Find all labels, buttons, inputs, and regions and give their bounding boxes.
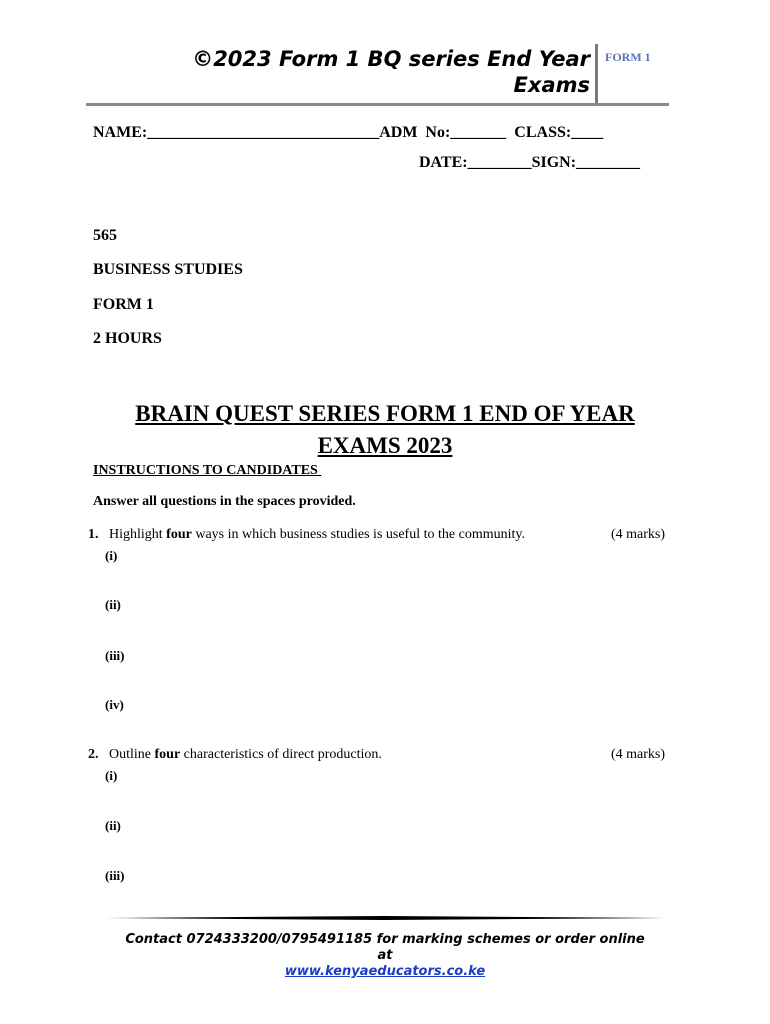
question-number: 2. xyxy=(88,747,99,762)
instructions-heading: INSTRUCTIONS TO CANDIDATES xyxy=(93,463,322,478)
paper-form: FORM 1 xyxy=(93,296,154,313)
question-number: 1. xyxy=(88,527,99,542)
answer-label: (iii) xyxy=(105,648,125,663)
footer-contact-line2: at xyxy=(377,948,393,963)
answer-label: (i) xyxy=(105,768,118,783)
header-title-line2: Exams xyxy=(513,73,590,97)
question-2-marks: (4 marks) xyxy=(610,747,665,762)
header-title-line1: ©2023 Form 1 BQ series End Year xyxy=(192,47,590,71)
footer-website-link[interactable]: www.kenyaeducators.co.ke xyxy=(284,964,486,979)
header-form-label: FORM 1 xyxy=(605,50,651,64)
paper-duration: 2 HOURS xyxy=(93,330,162,347)
candidate-name-line: NAME:_____________________________ADM No:_______ CLASS:____ xyxy=(93,124,604,141)
paper-code: 565 xyxy=(93,227,117,244)
instructions-text: Answer all questions in the spaces provided. xyxy=(93,494,356,509)
question-text-pre: Outline xyxy=(109,747,155,762)
exam-title xyxy=(95,398,675,462)
question-text-post: ways in which business studies is useful to the community. xyxy=(191,527,525,542)
question-2 xyxy=(88,747,382,763)
candidate-date-line: DATE:________SIGN:________ xyxy=(419,154,641,171)
answer-label: (ii) xyxy=(105,597,121,612)
exam-title-line2: EXAMS 2023 xyxy=(317,433,453,458)
paper-subject: BUSINESS STUDIES xyxy=(93,261,243,278)
question-text-bold: four xyxy=(166,527,192,542)
header-title xyxy=(90,46,590,98)
answer-label: (iv) xyxy=(105,697,124,712)
question-1-marks: (4 marks) xyxy=(610,527,665,542)
question-text-pre: Highlight xyxy=(109,527,167,542)
footer-contact-line1: Contact 0724333200/0795491185 for marking schemes or order online xyxy=(125,932,645,947)
header-divider xyxy=(595,44,598,104)
answer-label: (iii) xyxy=(105,868,125,883)
footer-rule xyxy=(105,916,665,920)
question-text-post: characteristics of direct production. xyxy=(180,747,382,762)
question-text-bold: four xyxy=(154,747,181,762)
footer-contact xyxy=(90,932,680,964)
question-1 xyxy=(88,527,525,543)
answer-label: (ii) xyxy=(105,818,121,833)
header-rule xyxy=(86,103,669,106)
exam-title-line1: BRAIN QUEST SERIES FORM 1 END OF YEAR xyxy=(135,401,635,426)
answer-label: (i) xyxy=(105,548,118,563)
